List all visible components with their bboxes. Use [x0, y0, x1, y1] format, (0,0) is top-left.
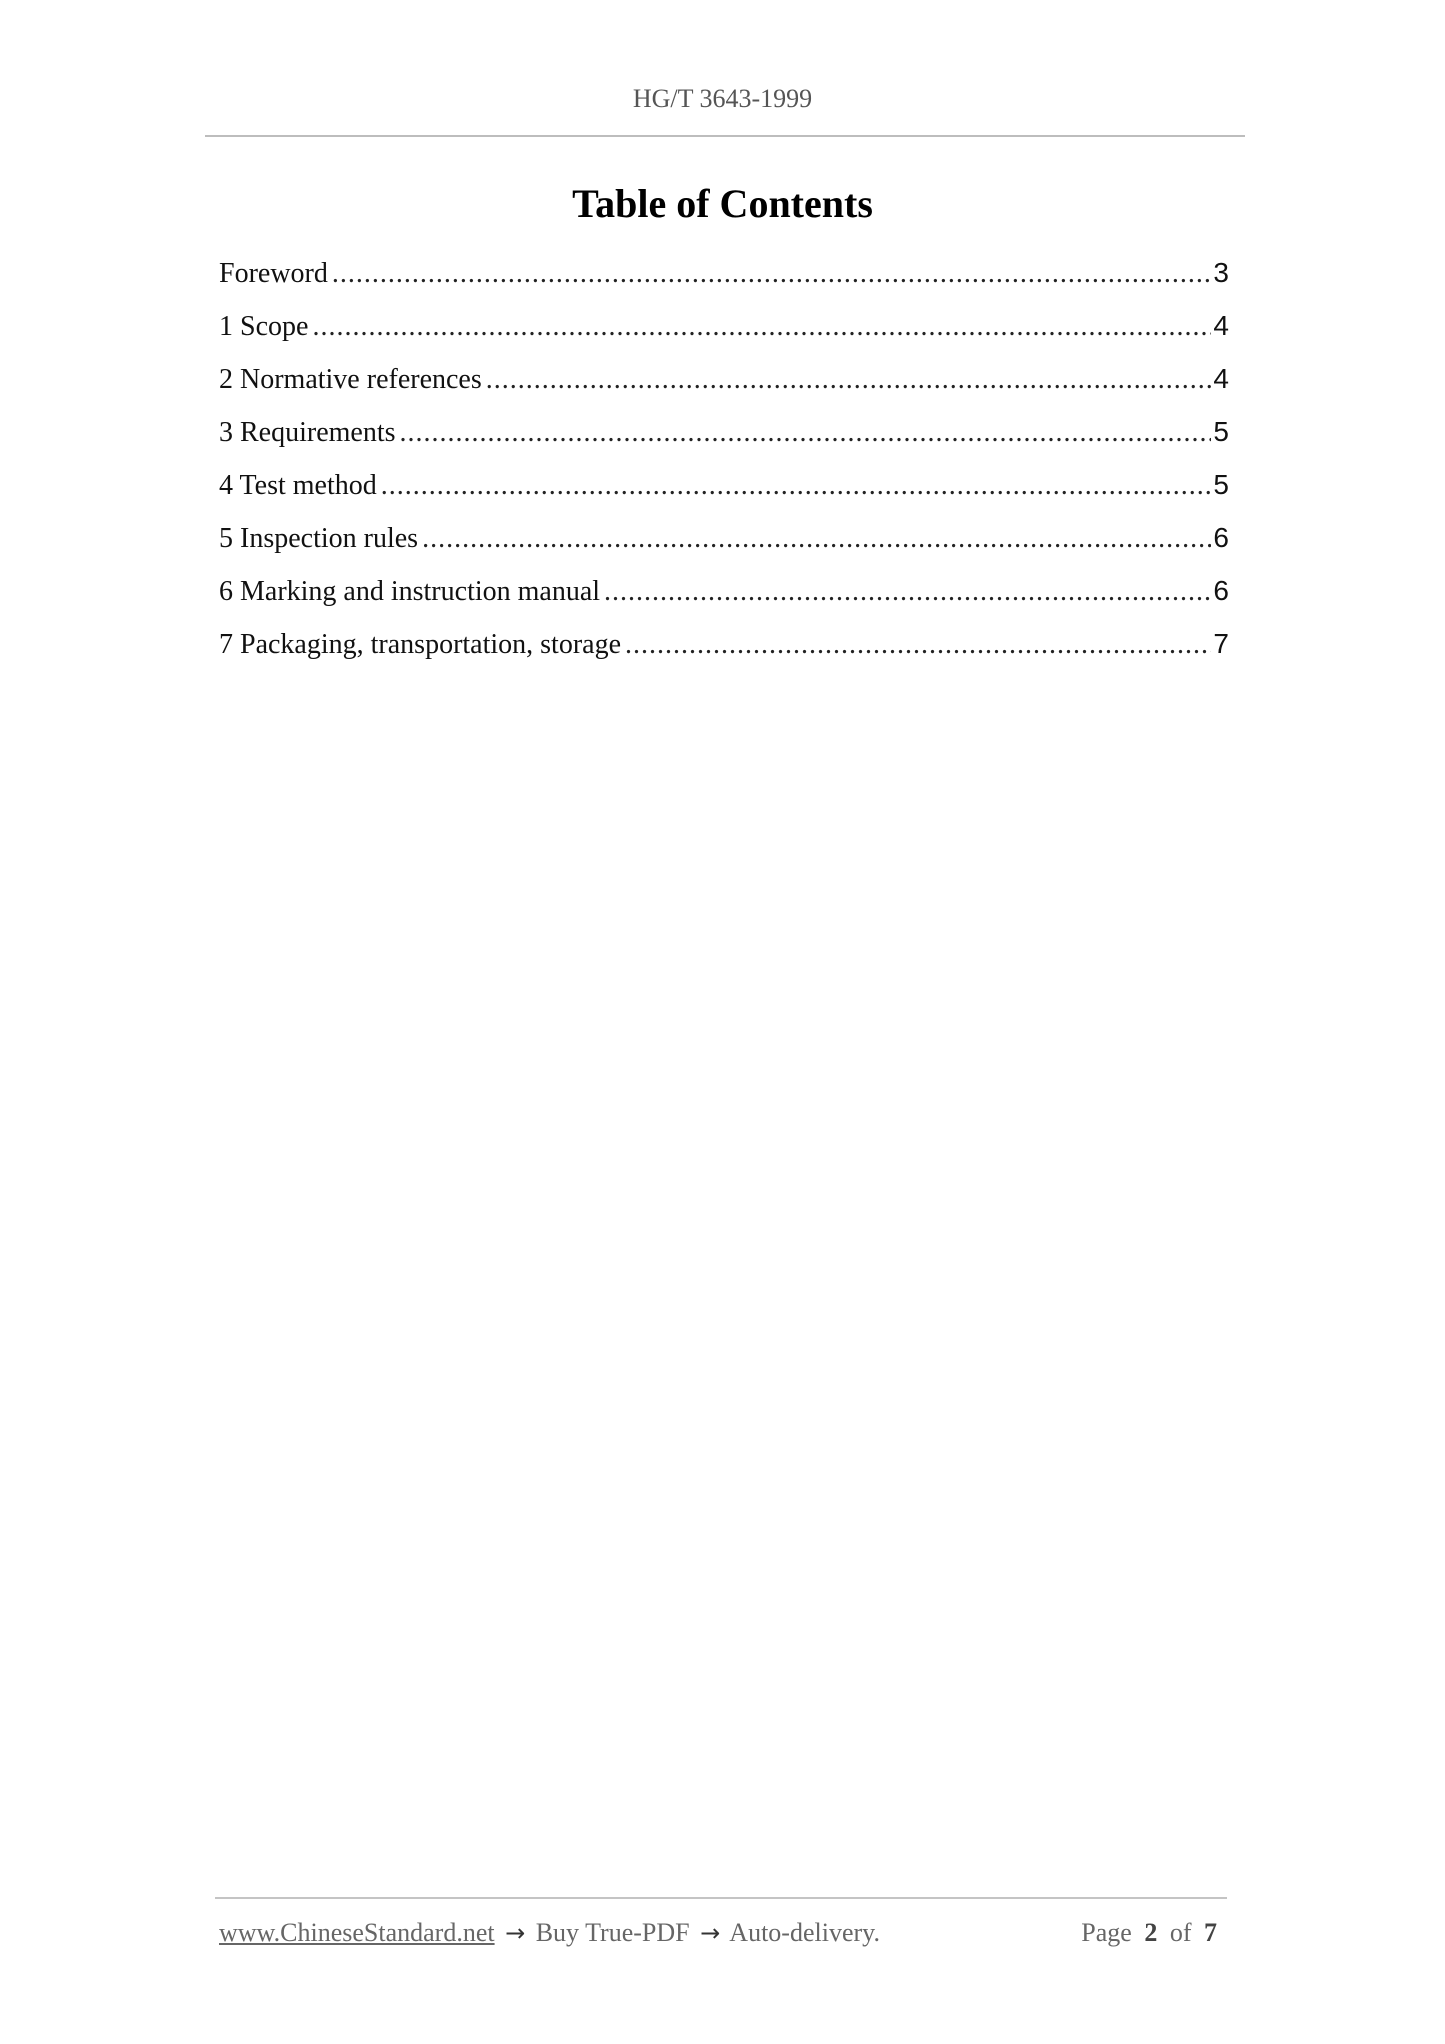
dot-leader — [400, 417, 1211, 449]
toc-item-scope[interactable] — [219, 310, 1229, 363]
toc-item-label: 1 Scope — [219, 311, 309, 342]
dot-leader — [604, 576, 1211, 608]
dot-leader — [625, 629, 1211, 661]
toc-item-page: 5 — [1213, 416, 1229, 447]
toc-item-label: 7 Packaging, transportation, storage — [219, 629, 622, 660]
total-pages-number: 7 — [1204, 1918, 1217, 1947]
dot-leader — [422, 523, 1211, 555]
toc-item-label: 2 Normative references — [219, 364, 482, 395]
toc-item-marking-and-instruction-manual[interactable] — [219, 575, 1229, 628]
toc-title: Table of Contents — [572, 181, 873, 226]
dot-leader — [312, 311, 1211, 343]
dot-leader — [332, 258, 1211, 290]
dot-leader — [486, 364, 1211, 396]
toc-item-normative-references[interactable] — [219, 363, 1229, 416]
footer-divider — [215, 1897, 1227, 1899]
toc-item-foreword[interactable] — [219, 257, 1229, 310]
dot-leader — [381, 470, 1211, 502]
right-arrow-icon: → — [700, 1919, 721, 1947]
header-divider — [205, 135, 1245, 137]
toc-item-page: 5 — [1213, 469, 1229, 500]
right-arrow-icon: → — [505, 1919, 526, 1947]
toc-item-inspection-rules[interactable] — [219, 522, 1229, 575]
footer-promo — [219, 1918, 880, 1948]
document-header — [0, 84, 1445, 114]
toc-item-packaging-transportation-storage[interactable] — [219, 628, 1229, 681]
page-indicator — [1081, 1918, 1223, 1948]
toc-item-label: 4 Test method — [219, 470, 377, 501]
site-link[interactable]: www.ChineseStandard.net — [219, 1918, 495, 1947]
toc-item-label: Foreword — [219, 258, 328, 289]
standard-code: HG/T 3643-1999 — [632, 84, 813, 113]
page-word: Page — [1081, 1918, 1132, 1947]
toc-item-page: 4 — [1213, 363, 1229, 394]
toc-item-test-method[interactable] — [219, 469, 1229, 522]
buy-true-pdf-text: Buy True-PDF — [535, 1918, 690, 1947]
current-page-number: 2 — [1144, 1918, 1158, 1947]
toc-item-label: 6 Marking and instruction manual — [219, 576, 601, 607]
auto-delivery-text: Auto-delivery. — [729, 1918, 880, 1947]
toc-item-label: 5 Inspection rules — [219, 523, 419, 554]
toc-item-page: 7 — [1213, 628, 1229, 659]
toc-item-page: 6 — [1213, 575, 1229, 606]
toc-item-page: 6 — [1213, 522, 1229, 553]
toc-item-label: 3 Requirements — [219, 417, 396, 448]
toc-item-page: 3 — [1213, 257, 1229, 288]
of-word: of — [1169, 1918, 1192, 1947]
toc-item-requirements[interactable] — [219, 416, 1229, 469]
toc-list — [219, 257, 1229, 681]
toc-item-page: 4 — [1213, 310, 1229, 341]
